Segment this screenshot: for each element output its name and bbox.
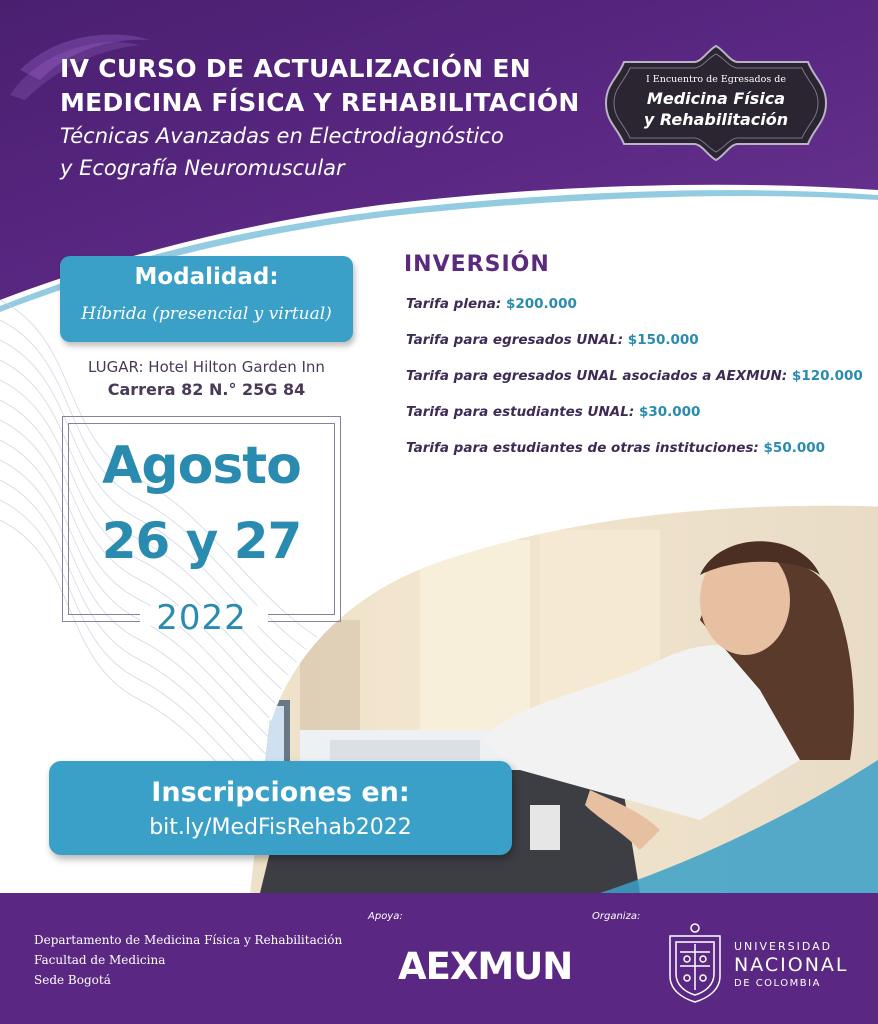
badge-line2: y Rehabilitación — [643, 110, 789, 129]
modalidad-title: Modalidad: — [134, 264, 279, 290]
inversion-title: INVERSIÓN — [404, 252, 550, 277]
apoya-label: Apoya: — [368, 911, 403, 922]
price-value: $50.000 — [763, 440, 826, 456]
organiza-label: Organiza: — [592, 911, 641, 922]
price-row — [406, 368, 863, 384]
footer-dept-line3: Sede Bogotá — [34, 973, 111, 987]
registration-link[interactable]: bit.ly/MedFisRehab2022 — [149, 815, 412, 840]
badge-line1: Medicina Física — [646, 89, 786, 108]
price-label: Tarifa para estudiantes de otras instituciones: — [406, 440, 759, 456]
inscripciones-box — [49, 761, 512, 855]
course-subtitle-line1: Técnicas Avanzadas en Electrodiagnóstico — [60, 124, 504, 148]
course-title-line2: MEDICINA FÍSICA Y REHABILITACIÓN — [60, 88, 580, 117]
unal-seal-icon — [664, 922, 726, 1004]
course-title-line1: IV CURSO DE ACTUALIZACIÓN EN — [60, 54, 532, 83]
price-label: Tarifa para estudiantes UNAL: — [406, 404, 635, 420]
price-row — [406, 440, 825, 456]
unal-line2: NACIONAL — [734, 954, 849, 976]
price-value: $30.000 — [638, 404, 701, 420]
price-label: Tarifa plena: — [406, 296, 502, 312]
price-row — [406, 332, 699, 348]
encuentro-badge — [604, 44, 828, 162]
inscripciones-title: Inscripciones en: — [151, 777, 410, 808]
price-row — [406, 404, 700, 420]
price-value: $200.000 — [505, 296, 577, 312]
price-label: Tarifa para egresados UNAL: — [406, 332, 624, 348]
modalidad-box — [60, 256, 353, 342]
date-days: 26 y 27 — [101, 512, 302, 570]
lugar-text: LUGAR: Hotel Hilton Garden Inn — [88, 358, 325, 376]
footer-dept-line2: Facultad de Medicina — [34, 953, 166, 967]
date-month: Agosto — [102, 436, 301, 496]
price-value: $120.000 — [791, 368, 863, 384]
date-year: 2022 — [156, 598, 247, 638]
modalidad-value: Híbrida (presencial y virtual) — [81, 304, 332, 324]
price-value: $150.000 — [627, 332, 699, 348]
course-subtitle-line2: y Ecografía Neuromuscular — [60, 156, 345, 180]
unal-line1: UNIVERSIDAD — [734, 940, 833, 953]
price-row — [406, 296, 577, 312]
lugar-address: Carrera 82 N.° 25G 84 — [107, 380, 306, 399]
price-label: Tarifa para egresados UNAL asociados a AEXMUN: — [406, 368, 788, 384]
badge-small-text: I Encuentro de Egresados de — [646, 74, 786, 85]
aexmun-logo: AEXMUN — [398, 945, 573, 988]
unal-line3: DE COLOMBIA — [734, 978, 821, 989]
footer-dept-line1: Departamento de Medicina Física y Rehabilitación — [34, 933, 343, 947]
